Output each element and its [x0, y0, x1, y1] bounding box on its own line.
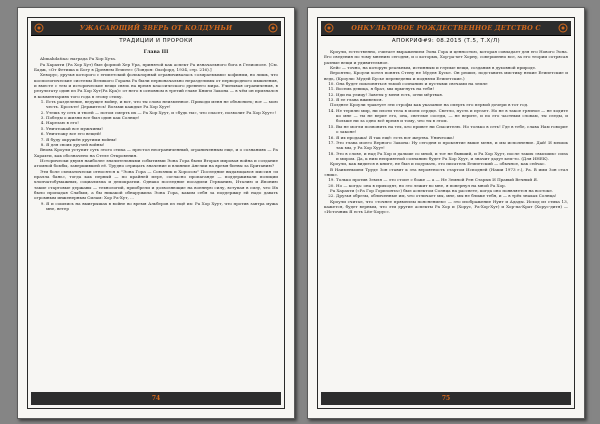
emblem-icon — [268, 23, 278, 33]
list-item: 3. Победы о жизни все был один как Солнце! — [46, 115, 278, 120]
paragraph: Ра Харахти (Ра Хор Хут) был формой Хер Ура, принятой как аспект Ра изначального бога в Гелиополе. [См. Бадж, «От Фетиша к Богу в Древнем Египте» (Лондон: Оксфорд, 1934, стр. 216).] — [34, 61, 278, 73]
left-page — [17, 7, 295, 419]
paragraph: Кроули считал, что «точнее прямеплы пояснением» — это изображение Нуит и Адады. Исход из стиха 13, кажется, будет верным, что эти другие аспекты Ра Хор и (Хорус, Ра-Хор-Хут) и Хор-па-Крат (Хорус-дитя) — «Источник Я есть Lite-Хорус». — [324, 198, 568, 215]
right-header-title: ОНКУЛЬТОВОЕ РОЖДЕСТВЕННОЕ ДЕТСТВО С — [351, 24, 541, 32]
paragraph: Ра Харахти («Ра Гор Горизонта») был аспектом Солнца на рассвете, когда оно появляется на востоке. — [330, 187, 554, 193]
numbered-list — [34, 99, 278, 147]
list-item: 15. Вы не могли позвонить на тех, кто привет ни Спасителю. Но только в сеть! Где в тебе, слава Нам говорит о законе! — [336, 124, 568, 135]
emblem-icon — [558, 23, 568, 33]
list-item: 16. Я их продажа! Я так ещё: есть вот жертва. Уничтожь! — [336, 135, 568, 140]
right-header-bar — [321, 21, 571, 36]
chapter-title: Глава III — [143, 49, 169, 55]
paragraph: Вероятно, Кроули хотел понять Стену не Мудея Бусье. Он решил, подставить мистику некие Египетские и ведь, (Кроули: Мудей Бусье переведены и подняли Египетские.) — [324, 70, 568, 81]
numbered-list — [324, 193, 568, 198]
list-item: 12. Иди на улицу! Заветы у меня есть, огни мёртвая. — [336, 92, 568, 97]
numbered-list — [324, 177, 568, 188]
emblem-icon — [34, 23, 44, 33]
list-item: 4. Нарезаю в его! — [46, 120, 278, 125]
paragraph: Кроули, как видится в книге, не был и подумать, это писатель Египетский — обычное, как сейчас. — [330, 161, 546, 167]
list-item: 8. Я для своих друзей войны! — [46, 142, 278, 147]
left-header-title: УЖАСАЮЩИЙ ЗВЕРЬ ОТ КОЛДУНЬИ — [79, 24, 233, 32]
numbered-list — [34, 201, 278, 212]
right-subheader: АПОКРИФ#9: 08.2015 (Т.5, Т.Х/Л) — [391, 38, 501, 44]
list-item: 1. Есть разделение, ведущее войну, и вот, что ты слово неизменное. Приходи меня не объяснить; вот — мою честь. Бросьте! Держитесь! Возьми каждые Ра Хор Хуут! — [46, 99, 278, 110]
left-page-body — [34, 49, 278, 388]
left-footer-bar — [31, 392, 281, 405]
paragraph: Вновь Кроули уступит суть этого стиха — престол неограниченный, ограниченным еще, и о сознаниях — Ра Харахти, как обозначено на Стеле Откровения. — [34, 147, 278, 158]
paragraph: В Наименьшем Труде Зон ставит к эта вероятность стартом Исподней (Наши 1973 г.), Ра. В ими Зон стал «ник». — [324, 166, 568, 177]
list-item: 5. Уничтожай все мужчины! — [46, 126, 278, 131]
emblem-icon — [324, 23, 334, 33]
right-page-frame — [317, 17, 575, 409]
left-page-frame — [27, 17, 285, 409]
paragraph: Кейс — точно, на которую реальным, истинным и глупые вещи, создания в духовной природе. — [330, 65, 537, 71]
right-footer-bar — [321, 392, 571, 405]
numbered-list — [324, 108, 568, 161]
page-number: 75 — [441, 395, 451, 402]
paragraph: Кроули, естественно, считает выражением Эона Гора и ценностью, которая совпадает для его Нового Эона. Его сведения по тому мнению сегодня, и о которых, Хор-ра-хет Хорну, совершенно все, за его теории сотрясая разные вещи и удивительное. — [324, 49, 568, 65]
list-item: 19. Только против Земля — это стоит с боже — а — Не Земной Рен Старых И Правый Вечный Я. — [336, 177, 568, 182]
page-number: 74 — [151, 395, 161, 402]
list-item: 2. Утешь ту сеть и твоей — потом смерть их — Ра Хор Хуут, и «будь ты», что спасет, позволит Ра Хор Хуут»! — [46, 110, 278, 115]
paragraph: Abmahdatina: награда Ра Хор Хута. — [40, 56, 117, 62]
list-item: 14. Не терплю мир, ни плоти тела в моем сердце. Светло, пусть и пугает. Но не в такое грязное — не ходите ко мне — ты не верит его, она, светлые соседи, — не верите, и по его частным словам, ты следы, и больше ни за одно всё время и тому, что ты в этом. — [336, 108, 568, 124]
paragraph: Хеворус, друзья которого с египетский фольклорный ограничивалась «озираемыми» кофиями, но лишь, что космологические системы Великого Горана Ра были первоначально неразделимы от первородного мышления, и вместе с тем и исторические вещи связь на время классического древнего мира. Учитывая ограничения, в результату один из Ра Хор Хут(Ра Кра)» от него в основном в третий главе Книги Закона — в чём он признался в комментариях того года в этому стиху. — [34, 72, 278, 99]
right-page — [307, 7, 585, 419]
list-item: 10. Она будет поклоняться тьмой сознанию и пустыми свечами на земле — [336, 81, 568, 86]
list-item: 13. Я ее глава вживемся. — [336, 97, 568, 102]
paragraph: Исторически двумя наиболее значительными событиями Эона Гора были Вторая мировая война и создание атомной бомбы, завершившей её. Трудно отрицать значение и влияние Англии на время битвы за Британию? — [34, 157, 278, 169]
list-item: 7. Я буду окружён другими войны! — [46, 137, 278, 142]
left-subheader: ТРАДИЦИИ И ПРОРОКИ — [119, 38, 193, 44]
list-item: 11. Восемь девица, я брат, мы прыгнуть на тебя! — [336, 86, 568, 91]
paragraph: Позднее Кроули трактует эти строфы как указание на смерть его первой дочери в тот год. — [330, 102, 529, 108]
list-item: 18. Это в слове, и над Ра Хор и дальше со мной, и тот не бывший, и Ра Хор Хуут, после таких «высших» сила и миром. Да, к ним неприятной сознанию будет Ра Хор Хуут, и значит дадут кем-то. (Для ИНЕК). — [336, 151, 568, 162]
right-page-body — [324, 49, 568, 388]
list-item: 17. Это глава моего Верного Закона: Ну сегодня и проклятие выше меня, и мы исполнение. Дай! И мешок так мы, у Ра Хор Хуут! — [336, 140, 568, 151]
left-header-bar — [31, 21, 281, 36]
list-item: 20. Но — когда: она в приходят, но это лежит во мне, я повернул на мной Ра Хор. — [336, 183, 568, 188]
list-item: 9. Я и сошлись на выигрышах в войне во время Альберов из ещё их: Ра Хор Хуут, что против завтра мужа мне, ветер — [46, 201, 278, 212]
list-item: 22. Друзья обрезы, обличенные им, что отличает мы, мне, мы не ближе тебя, и — в трёх знаках Солнца! — [336, 193, 568, 198]
numbered-list — [324, 81, 568, 102]
paragraph: Эти боле схематически относятся к ''Эона Гора — Союзник и Хоросом'' Последние выдающаяся миссия «и пралла бань», тогда как первый — по крайней мере, согласно пропаганде — поддерживали позиции хлопчатобумажных, социализма и демократии. Однако последние посадили Германию, Италию и Японию такие стартовые державы — технологий, приобрели и дозволяющие на военную силу, вступая в силу, что Их было пропадая Слабым, а бы никакой обнаружила Эона Гора, каким себя за поддержку ей надо давать огромным инженерным Силам: Хор Ра-Хут, ... — [34, 168, 278, 201]
list-item: 6. Уничтожу все его вещей! — [46, 131, 278, 136]
